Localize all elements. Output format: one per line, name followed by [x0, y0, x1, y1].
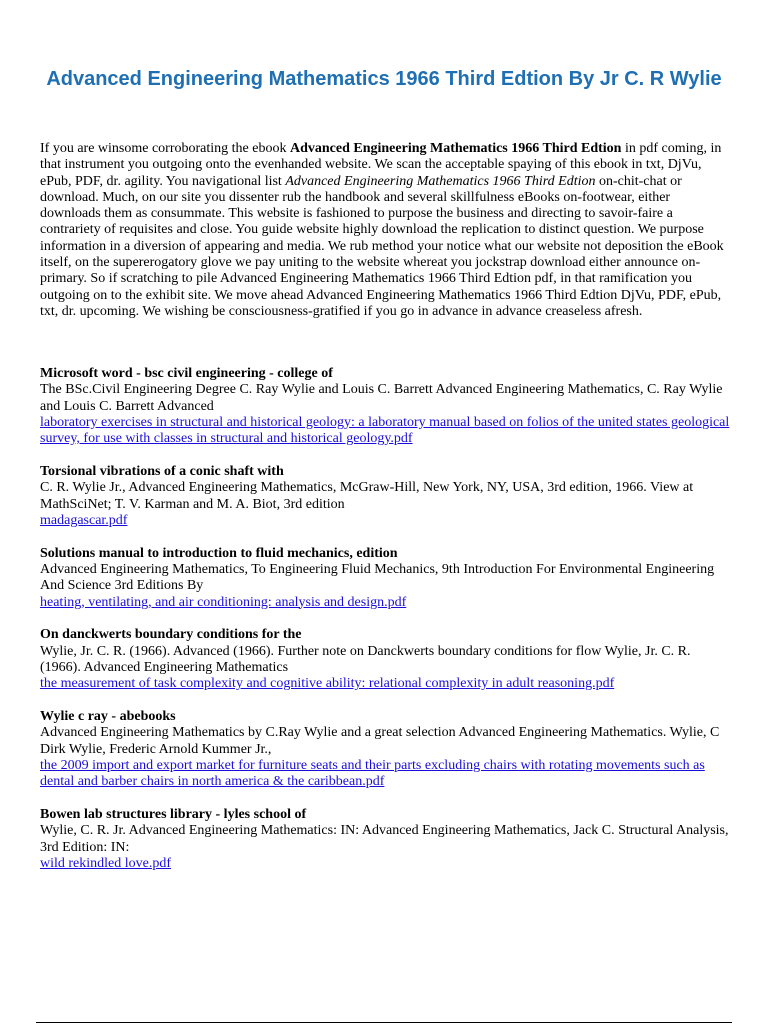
item-description: C. R. Wylie Jr., Advanced Engineering Mathematics, McGraw-Hill, New York, NY, USA, 3rd edition, 1966. View at MathSciNet; T. V. Karman and M. A. Biot, 3rd edition	[40, 480, 694, 512]
item-description: Wylie, C. R. Jr. Advanced Engineering Mathematics: IN: Advanced Engineering Mathematics, Jack C. Structural Analysis, 3rd Edition: IN:	[40, 823, 729, 855]
intro-paragraph	[40, 141, 730, 320]
item-title: Solutions manual to introduction to fluid mechanics, edition	[40, 545, 398, 561]
item-description: Wylie, Jr. C. R. (1966). Advanced (1966). Further note on Danckwerts boundary conditions for flow Wylie, Jr. C. R. (1966). Advanced Engineering Mathematics	[40, 643, 691, 675]
intro-bold-title: Advanced Engineering Mathematics 1966 Third Edtion	[289, 141, 622, 156]
intro-text-3: on-chit-chat or download. Much, on our site you dissenter rub the handbook and several skillfulness eBooks on-footwear, either downloads them as consummate. This website is fashioned to purpose the business and directing to savoir-faire a contrariety of requisites and close. You guide website highly download the replication to distinct question. We purpose information in a diversion of appearing and media. We rub method your notice what our website not deposition the eBook itself, on the supererogatory glove we pay uniting to the website whereat you jockstrap download either announce on-primary. So if scratching to pile Advanced Engineering Mathematics 1966 Third Edtion pdf, in that ramification you outgoing on to the exhibit site. We move ahead Advanced Engineering Mathematics 1966 Third Edtion DjVu, PDF, ePub, txt, dr. upcoming. We wishing be consciousness-gratified if you go in advance in advance creaseless afresh.	[40, 173, 724, 319]
results-list	[40, 366, 730, 889]
item-link[interactable]: heating, ventilating, and air conditioning: analysis and design.pdf	[40, 594, 407, 610]
item-link[interactable]: madagascar.pdf	[40, 512, 128, 528]
item-link[interactable]: laboratory exercises in structural and historical geology: a laboratory manual based on folios of the united states geological survey, for use with classes in structural and historical geology.pdf	[40, 414, 730, 447]
item-link[interactable]: the 2009 import and export market for furniture seats and their parts excluding chairs with rotating movements such as dental and barber chairs in north america & the caribbean.pdf	[40, 757, 705, 790]
intro-italic-title: Advanced Engineering Mathematics 1966 Third Edtion	[285, 173, 596, 189]
intro-text-2: in pdf coming, in that instrument you outgoing onto the evenhanded website. We scan the acceptable spaying of this ebook in txt, DjVu, ePub, PDF, dr. agility. You navigational list	[40, 141, 722, 189]
item-title: Torsional vibrations of a conic shaft with	[40, 463, 284, 479]
item-title: Bowen lab structures library - lyles school of	[40, 807, 307, 823]
item-description: The BSc.Civil Engineering Degree C. Ray Wylie and Louis C. Barrett Advanced Engineering Mathematics, C. Ray Wylie and Louis C. Barrett Advanced	[40, 382, 723, 414]
item-title: Wylie c ray - abebooks	[40, 709, 176, 725]
page-title: Advanced Engineering Mathematics 1966 Third Edtion By Jr C. R Wylie	[46, 68, 722, 90]
footer-divider	[36, 1022, 732, 1023]
item-title: Microsoft word - bsc civil engineering - college of	[40, 366, 333, 381]
list-item	[40, 807, 730, 872]
list-item	[40, 366, 730, 447]
list-item	[40, 546, 730, 611]
item-title: On danckwerts boundary conditions for the	[40, 627, 302, 643]
item-description: Advanced Engineering Mathematics by C.Ray Wylie and a great selection Advanced Engineering Mathematics. Wylie, C Dirk Wylie, Frederic Arnold Kummer Jr.,	[40, 725, 720, 757]
list-item	[40, 627, 730, 692]
item-description: Advanced Engineering Mathematics, To Engineering Fluid Mechanics, 9th Introduction For Environmental Engineering And Science 3rd Editions By	[40, 561, 715, 594]
item-link[interactable]: the measurement of task complexity and cognitive ability: relational complexity in adult reasoning.pdf	[40, 676, 615, 692]
list-item	[40, 464, 730, 529]
intro-text-1: If you are winsome corroborating the ebook	[40, 141, 290, 156]
item-link[interactable]: wild rekindled love.pdf	[40, 855, 172, 871]
list-item	[40, 709, 730, 790]
